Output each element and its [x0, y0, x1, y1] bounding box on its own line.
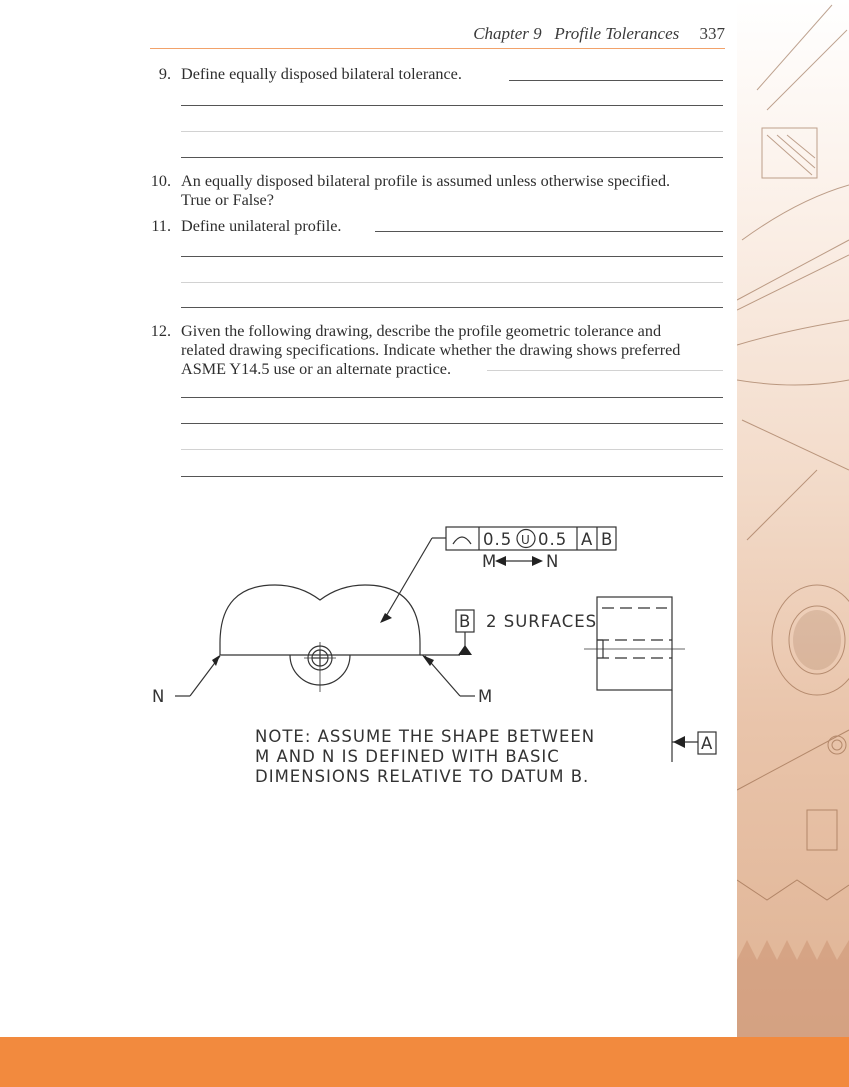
technical-drawing	[140, 510, 720, 794]
profile-of-surface-symbol	[453, 537, 471, 544]
question-number: 12.	[150, 322, 171, 340]
decorative-side-band	[737, 0, 849, 1038]
between-label-right: N	[546, 552, 560, 571]
answer-line	[181, 282, 723, 283]
answer-line	[181, 157, 723, 158]
datum-a-label: A	[701, 734, 714, 753]
answer-line	[375, 231, 723, 232]
datum-b-note: 2 SURFACES	[486, 612, 598, 631]
fcf-tolerance: 0.5	[483, 530, 513, 549]
question-10	[150, 172, 671, 210]
point-n-label: N	[152, 687, 166, 706]
header-rule	[150, 48, 725, 49]
between-label-left: M	[482, 552, 498, 571]
datum-triangle	[458, 645, 472, 655]
question-text: Define unilateral profile.	[181, 217, 342, 235]
footer-band	[0, 1037, 849, 1087]
fcf-unequal-value: 0.5	[538, 530, 568, 549]
question-text-line: An equally disposed bilateral profile is assumed unless otherwise specified.	[181, 172, 671, 190]
arrow-right-head	[532, 556, 543, 566]
running-header	[473, 24, 725, 44]
answer-line	[509, 80, 723, 81]
question-text-line: True or False?	[181, 191, 274, 209]
point-m-label: M	[478, 687, 494, 706]
question-text: Define equally disposed bilateral tolerance.	[181, 65, 462, 83]
fcf-datum-primary: A	[581, 530, 594, 549]
datum-b-label: B	[459, 612, 472, 631]
answer-line	[181, 449, 723, 450]
question-text-line: Given the following drawing, describe the profile geometric tolerance and	[181, 322, 662, 340]
answer-line	[181, 397, 723, 398]
answer-line	[181, 423, 723, 424]
question-number: 11.	[151, 217, 171, 235]
part-front-view	[220, 585, 460, 692]
fcf-modifier: U	[521, 533, 531, 547]
fcf-datum-secondary: B	[601, 530, 614, 549]
question-9	[158, 65, 462, 84]
chapter-title: Profile Tolerances	[554, 24, 680, 43]
chapter-label: Chapter 9	[473, 24, 542, 43]
note-line-2: M AND N IS DEFINED WITH BASIC	[255, 747, 560, 766]
profile-drawing-svg	[140, 510, 720, 790]
answer-line	[181, 131, 723, 132]
answer-line	[487, 370, 723, 371]
answer-line	[181, 256, 723, 257]
answer-line	[181, 476, 723, 477]
question-number: 10.	[150, 172, 171, 190]
answer-line	[181, 307, 723, 308]
leader-arrowhead	[380, 613, 392, 623]
question-11	[151, 217, 342, 236]
part-side-view	[584, 597, 685, 762]
page-number: 337	[699, 24, 725, 43]
mechanical-drawing-illustration	[737, 0, 849, 1038]
question-text-line: ASME Y14.5 use or an alternate practice.	[181, 360, 451, 378]
note-line-3: DIMENSIONS RELATIVE TO DATUM B.	[255, 767, 590, 786]
answer-line	[181, 105, 723, 106]
datum-triangle	[673, 736, 685, 748]
question-text-line: related drawing specifications. Indicate whether the drawing shows preferred	[181, 341, 681, 359]
question-number: 9.	[158, 65, 171, 83]
note-line-1: NOTE: ASSUME THE SHAPE BETWEEN	[255, 727, 596, 746]
